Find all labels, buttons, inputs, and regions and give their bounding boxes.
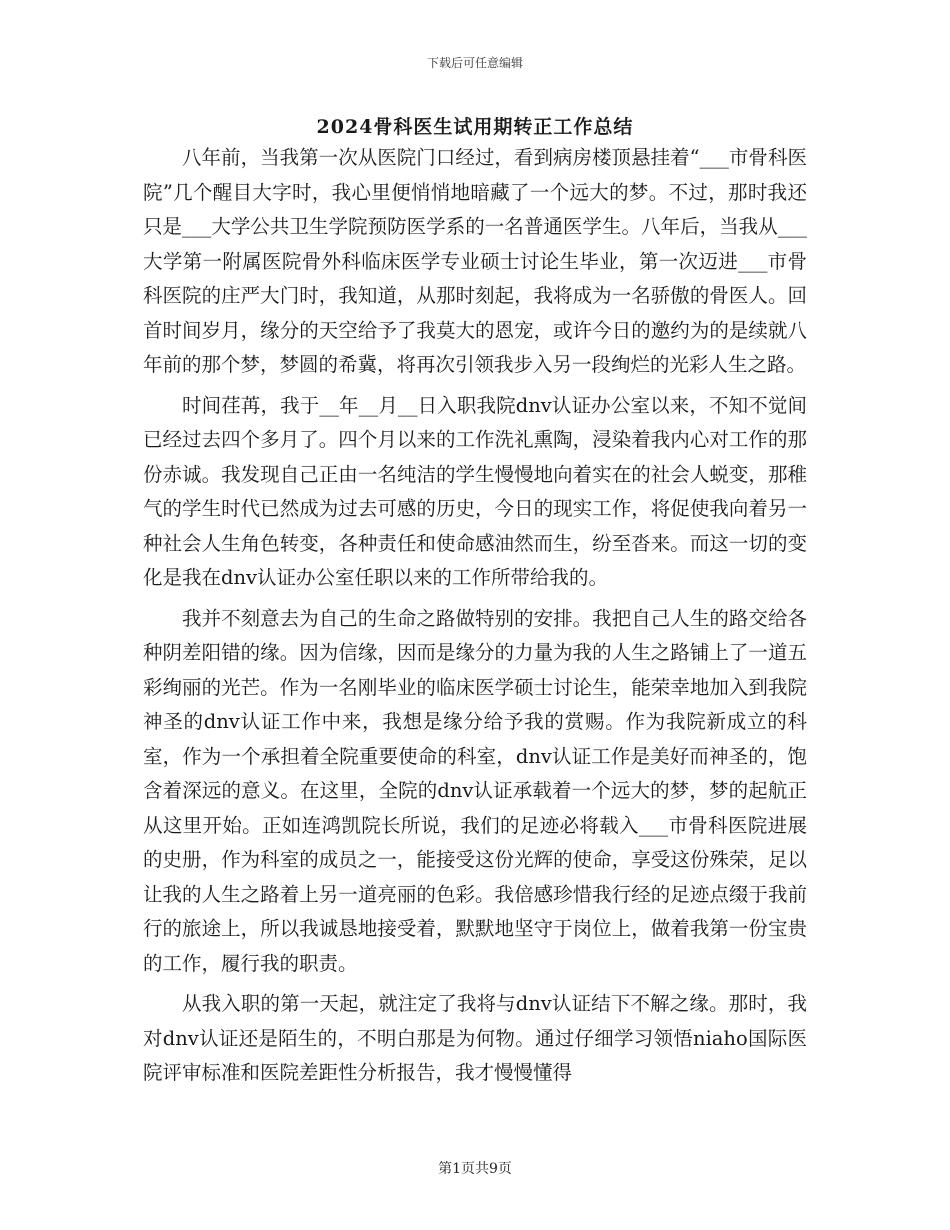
paragraph: 时间荏苒，我于__年__月__日入职我院dnv认证办公室以来，不知不觉间已经过去四个多月了。四个月以来的工作洗礼熏陶，浸染着我内心对工作的那份赤诚。我发现自己正由一名纯洁的学生慢慢地向着实在的社会人蜕变，那稚气的学生时代已然成为过去可感的历史，今日的现实工作，将促使我向着另一种社会人生角色转变，各种责任和使命感油然而生，纷至沓来。而这一切的变化是我在dnv认证办公室任职以来的工作所带给我的。 (143, 393, 807, 589)
paragraph: 我并不刻意去为自己的生命之路做特别的安排。我把自己人生的路交给各种阴差阳错的缘。因为信缘，因而是缘分的力量为我的人生之路铺上了一道五彩绚丽的光芒。作为一名刚毕业的临床医学硕士讨论生，能荣幸地加入到我院神圣的dnv认证工作中来，我想是缘分给予我的赏赐。作为我院新成立的科室，作为一个承担着全院重要使命的科室，dnv认证工作是美好而神圣的，饱含着深远的意义。在这里，全院的dnv认证承载着一个远大的梦，梦的起航正从这里开始。正如连鸿凯院长所说，我们的足迹必将载入___市骨科医院进展的史册，作为科室的成员之一，能接受这份光辉的使命，享受这份殊荣，足以让我的人生之路着上另一道亮丽的色彩。我倍感珍惜我行经的足迹点缀于我前行的旅途上，所以我诚恳地接受着，默默地坚守于岗位上，做着我第一份宝贵的工作，履行我的职责。 (143, 606, 807, 975)
page-footer: 第1页共9页 (438, 1161, 512, 1177)
document-body (143, 141, 807, 1097)
paragraph: 八年前，当我第一次从医院门口经过，看到病房楼顶悬挂着“___市骨科医院”几个醒目大字时，我心里便悄悄地暗藏了一个远大的梦。不过，那时我还只是___大学公共卫生学院预防医学系的一名普通医学生。八年后，当我从___大学第一附属医院骨外科临床医学专业硕士讨论生毕业，第一次迈进___市骨科医院的庄严大门时，我知道，从那时刻起，我将成为一名骄傲的骨医人。回首时间岁月，缘分的天空给予了我莫大的恩宠，或许今日的邀约为的是续就八年前的那个梦，梦圆的希冀，将再次引领我步入另一段绚烂的光彩人生之路。 (143, 146, 807, 376)
header-note: 下载后可任意编辑 (426, 56, 523, 70)
document-title: 2024骨科医生试用期转正工作总结 (316, 116, 634, 138)
paragraph: 从我入职的第一天起，就注定了我将与dnv认证结下不解之缘。那时，我对dnv认证还是陌生的，不明白那是为何物。通过仔细学习领悟niaho国际医院评审标准和医院差距性分析报告，我才慢慢懂得 (143, 992, 807, 1084)
